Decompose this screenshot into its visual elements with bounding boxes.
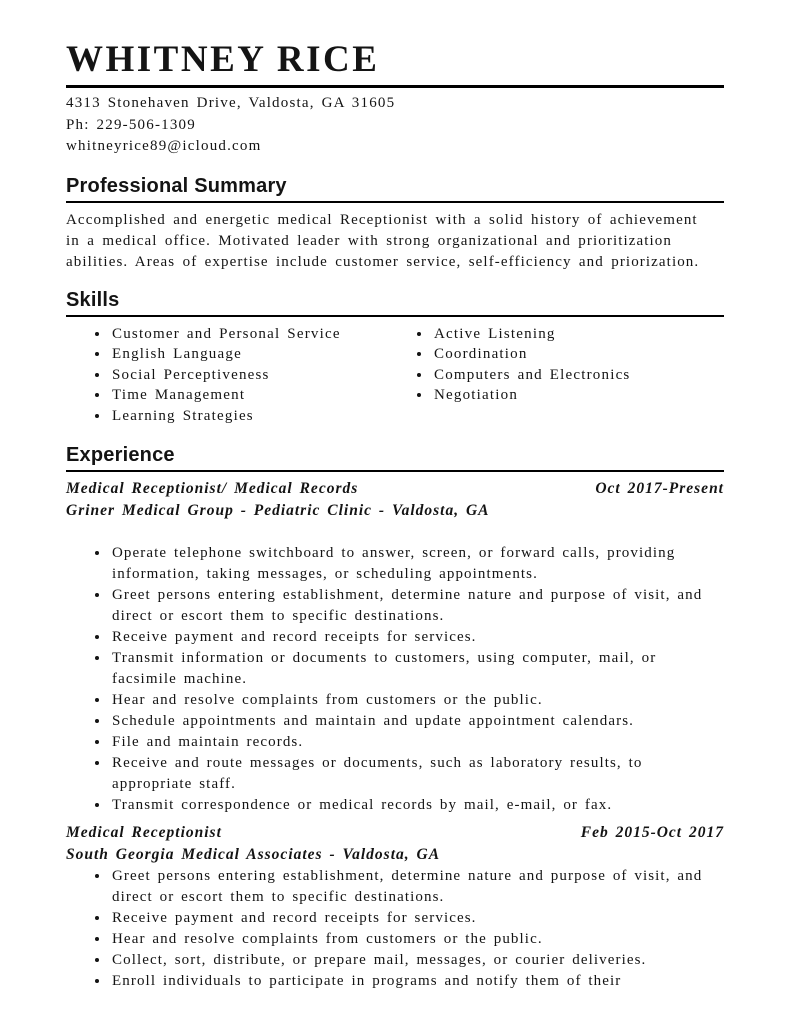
skills-divider xyxy=(66,315,724,317)
experience-divider xyxy=(66,470,724,472)
contact-address: 4313 Stonehaven Drive, Valdosta, GA 31605 xyxy=(66,95,396,111)
skill-item: • Negotiation xyxy=(432,385,724,406)
experience-job-1 xyxy=(66,478,724,816)
job-bullet: • Hear and resolve complaints from customers or the public. xyxy=(110,690,724,711)
job-header xyxy=(66,822,724,844)
job-bullet: • Hear and resolve complaints from customers or the public. xyxy=(110,929,724,950)
job-company: Griner Medical Group - Pediatric Clinic - Valdosta, GA xyxy=(66,502,490,519)
section-professional-summary xyxy=(66,174,724,273)
contact-phone: Ph: 229-506-1309 xyxy=(66,116,196,133)
skill-item: • Coordination xyxy=(432,344,724,365)
experience-heading: Experience xyxy=(66,444,175,466)
summary-divider xyxy=(66,201,724,203)
job-bullet-list xyxy=(66,543,724,816)
resume-header xyxy=(66,40,724,158)
summary-paragraph: Accomplished and energetic medical Receptionist with a solid history of achievement in a medical office. Motivated leader with strong organizational and prioritization abilities. Areas of expertise include customer service, self-efficiency and priorization. xyxy=(66,211,700,270)
contact-email: whitneyrice89@icloud.com xyxy=(66,138,262,154)
page-title: WHITNEY RICE xyxy=(66,39,380,80)
skill-item: • English Language xyxy=(110,344,388,365)
job-bullet: • Operate telephone switchboard to answer, screen, or forward calls, providing information, taking messages, or scheduling appointments. xyxy=(110,543,724,585)
job-bullet: • File and maintain records. xyxy=(110,732,724,753)
job-bullet: • Greet persons entering establishment, determine nature and purpose of visit, and direct or escort them to specific destinations. xyxy=(110,585,724,627)
job-title: Medical Receptionist/ Medical Records xyxy=(66,480,359,497)
skill-item: • Computers and Electronics xyxy=(432,365,724,386)
skills-column-left xyxy=(66,324,388,427)
job-bullet: • Receive and route messages or documents, such as laboratory results, to appropriate staff. xyxy=(110,753,724,795)
skill-item: • Customer and Personal Service xyxy=(110,324,388,345)
header-divider xyxy=(66,85,724,88)
job-bullet: • Schedule appointments and maintain and update appointment calendars. xyxy=(110,711,724,732)
summary-heading: Professional Summary xyxy=(66,174,287,197)
experience-job-2 xyxy=(66,822,724,992)
job-bullet: • Receive payment and record receipts for services. xyxy=(110,627,724,648)
section-experience xyxy=(66,443,724,992)
job-bullet: • Collect, sort, distribute, or prepare mail, messages, or courier deliveries. xyxy=(110,950,724,971)
skill-item: • Active Listening xyxy=(432,324,724,345)
skill-item: • Learning Strategies xyxy=(110,406,388,427)
job-header xyxy=(66,478,724,500)
job-bullet: • Receive payment and record receipts for services. xyxy=(110,908,724,929)
job-bullet: • Transmit correspondence or medical records by mail, e-mail, or fax. xyxy=(110,795,724,816)
section-skills xyxy=(66,288,724,427)
job-bullet: • Enroll individuals to participate in programs and notify them of their xyxy=(110,971,724,992)
job-title: Medical Receptionist xyxy=(66,824,222,841)
job-bullet: • Transmit information or documents to customers, using computer, mail, or facsimile machine. xyxy=(110,648,724,690)
skills-column-right xyxy=(388,324,724,427)
skills-columns xyxy=(66,324,724,427)
skills-heading: Skills xyxy=(66,288,120,311)
job-bullet: • Greet persons entering establishment, determine nature and purpose of visit, and direct or escort them to specific destinations. xyxy=(110,866,724,908)
job-dates: Feb 2015-Oct 2017 xyxy=(580,824,724,841)
job-bullet-list xyxy=(66,866,724,992)
skill-item: • Time Management xyxy=(110,385,388,406)
job-dates: Oct 2017-Present xyxy=(595,480,724,497)
skill-item: • Social Perceptiveness xyxy=(110,365,388,386)
job-company: South Georgia Medical Associates - Valdosta, GA xyxy=(66,846,441,863)
